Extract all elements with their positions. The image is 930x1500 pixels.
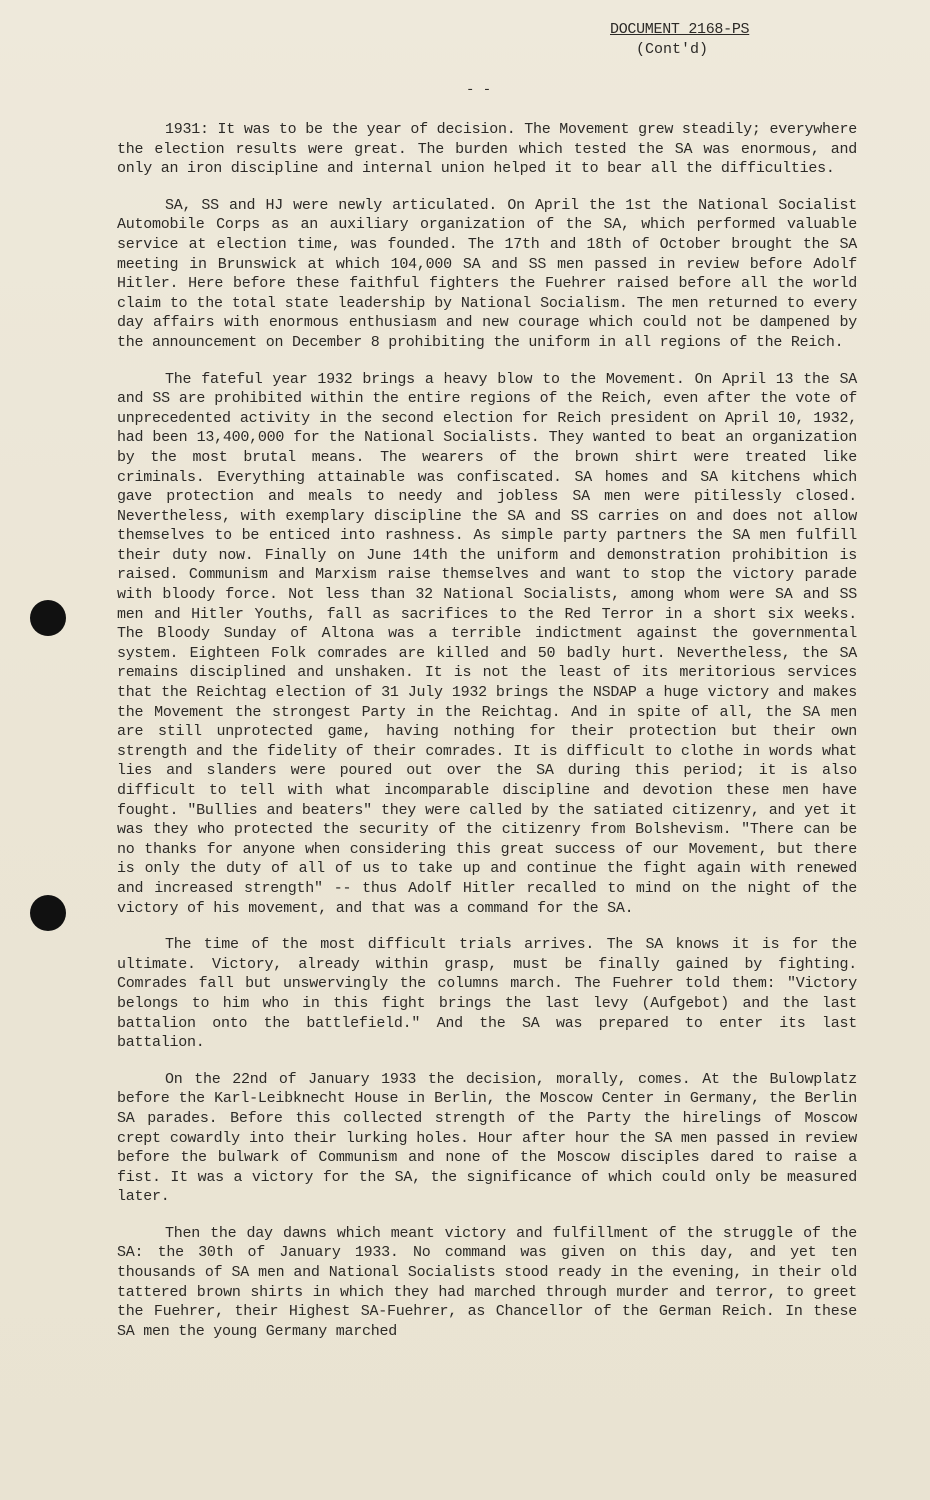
paragraph-articulation: SA, SS and HJ were newly articulated. On April the 1st the National Socialist Automobile Corps as an auxiliary organization of the SA, which performed valuable service at election time, was founded. The 17th and 18th of October brought the SA meeting in Brunswick at which 104,000 SA and SS men passed in review before Adolf Hitler. Here before these faithful fighters the Fuehrer raised before all the world claim to the total state leadership by National Socialism. The men returned to every day affairs with enormous enthusiasm and new courage which could not be dampened by the announcement on December 8 prohibiting the uniform in all regions of the Reich.	[117, 196, 857, 351]
punch-hole	[30, 600, 66, 636]
separator-mark: - -	[466, 82, 492, 98]
punch-hole	[30, 895, 66, 931]
paragraph-january-30: Then the day dawns which meant victory and fulfillment of the struggle of the SA: the 30th of January 1933. No command was given on this day, and yet ten thousands of SA men and National Socialists stood ready in the evening, in their old tattered brown shirts in which they had marched through murder and terror, to greet the Fuehrer, their Highest SA-Fuehrer, as Chancellor of the German Reich. In these SA men the young Germany marched	[117, 1224, 857, 1340]
continued-label: (Cont'd)	[636, 41, 709, 58]
paragraph-difficult-trials: The time of the most difficult trials arrives. The SA knows it is for the ultimate. Victory, already within grasp, must be finally gained by fighting. Comrades fall but unswervingly the columns march. The Fuehrer told them: "Victory belongs to him who in this fight brings the last levy (Aufgebot) and the last battalion onto the battlefield." And the SA was prepared to enter its last battalion.	[117, 936, 857, 1052]
document-header	[610, 20, 780, 60]
document-body	[117, 120, 857, 1358]
paragraph-1931: 1931: It was to be the year of decision. The Movement grew steadily; everywhere the election results were great. The burden which tested the SA was enormous, and only an iron discipline and internal union helped it to bear all the difficulties.	[117, 121, 857, 178]
document-reference: DOCUMENT 2168-PS	[610, 21, 750, 38]
paragraph-1932: The fateful year 1932 brings a heavy blow to the Movement. On April 13 the SA and SS are prohibited within the entire regions of the Reich, even after the vote of unprecedented activity in the second election for Reich president on April 10, 1932, had been 13,400,000 for the National Socialists. They wanted to beat an organization by the most brutal means. The wearers of the brown shirt were treated like criminals. Everything attainable was confiscated. SA homes and SA kitchens which gave protection and meals to needy and jobless SA men were pitilessly closed. Nevertheless, with exemplary discipline the SA and SS carries on and does not allow themselves to be enticed into rashness. As simple party partners the SA men fulfill their duty now. Finally on June 14th the uniform and demonstration prohibition is raised. Communism and Marxism raise themselves and want to stop the victory parade with bloody force. Not less than 32 National Socialists, among whom were SA and SS men and Hitler Youths, fall as sacrifices to the Red Terror in a short six weeks. The Bloody Sunday of Altona was a terrible indictment against the governmental system. Eighteen Folk comrades are killed and 50 badly hurt. Nevertheless, the SA remains disciplined and unshaken. It is not the least of its meritorious services that the Reichtag election of 31 July 1932 brings the NSDAP a huge victory and makes the Movement the strongest Party in the Reichtag. And in spite of all, the SA men are still unprotected game, having nothing for their protection but their own strength and the fidelity of their comrades. It is difficult to clothe in words what lies and slanders were poured out over the SA during this period; it is also difficult to tell with what incomparable discipline and devotion these men have fought. "Bullies and beaters" they were called by the satiated citizenry, and yet it was they who protected the security of the citizenry from Bolshevism. "There can be no thanks for anyone when considering this great success of our Movement, but there is only the duty of all of us to take up and continue the fight again with renewed and increased strength" -- thus Adolf Hitler recalled to mind on the night of the victory of his movement, and that was a command for the SA.	[117, 370, 857, 917]
paragraph-january-22: On the 22nd of January 1933 the decision, morally, comes. At the Bulowplatz before the Karl-Leibknecht House in Berlin, the Moscow Center in Germany, the Berlin SA parades. Before this collected strength of the Party the hirelings of Moscow crept cowardly into their lurking holes. Hour after hour the SA men passed in review before the bulwark of Communism and none of the Moscow disciples dared to raise a fist. It was a victory for the SA, the significance of which could only be measured later.	[117, 1070, 857, 1206]
